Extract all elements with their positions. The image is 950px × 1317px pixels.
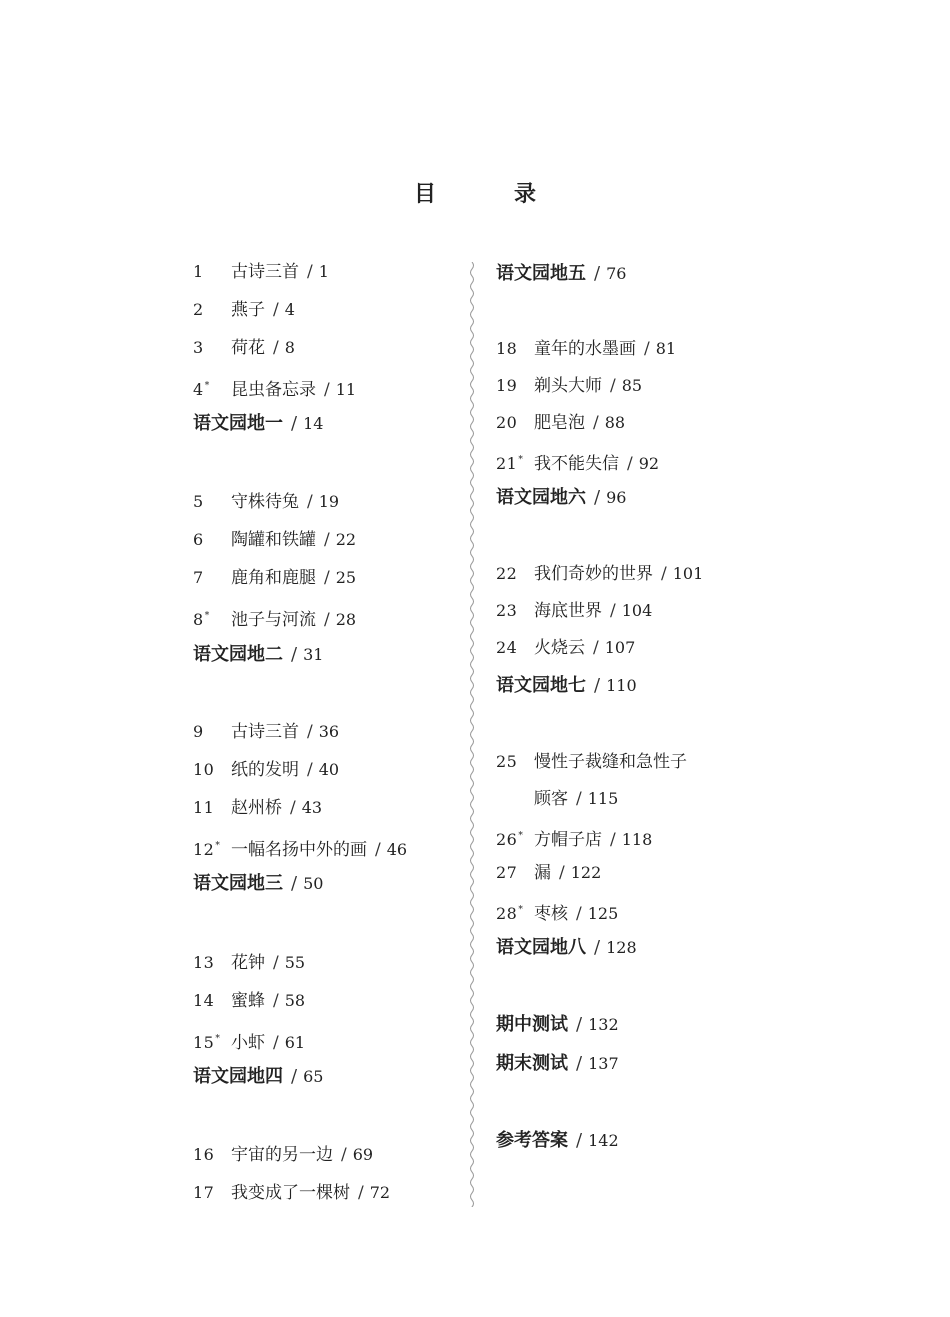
page-separator: / (290, 798, 296, 818)
lesson-number: 9 (193, 722, 204, 741)
toc-entry (193, 603, 356, 629)
page-number: 76 (606, 264, 627, 283)
page-number: 122 (570, 863, 602, 882)
page-separator: / (291, 413, 298, 434)
page-separator: / (576, 1014, 583, 1035)
entry-title: 方帽子店 (534, 830, 602, 850)
lesson-number: 18 (496, 339, 518, 358)
lesson-number: 5 (193, 492, 204, 511)
page-separator: / (307, 722, 313, 742)
page-separator: / (559, 863, 565, 883)
toc-entry (496, 635, 635, 661)
lesson-number: 2 (193, 300, 204, 319)
toc-unit-entry (496, 673, 637, 699)
entry-title: 我们奇妙的世界 (534, 564, 653, 584)
entry-title: 我变成了一棵树 (231, 1183, 350, 1203)
page-number: 132 (588, 1015, 619, 1034)
toc-entry (193, 259, 329, 285)
toc-entry (496, 373, 642, 399)
page-separator: / (644, 339, 650, 359)
optional-star: * (518, 831, 524, 841)
page-number: 31 (303, 645, 324, 664)
entry-title: 花钟 (231, 953, 265, 973)
entry-title: 荷花 (231, 338, 265, 358)
entry-title: 古诗三首 (231, 722, 299, 742)
lesson-number: 13 (193, 953, 215, 972)
entry-title: 语文园地八 (496, 937, 586, 958)
optional-star: * (215, 841, 221, 851)
toc-entry (193, 1180, 390, 1206)
toc-entry (496, 447, 659, 473)
page-number: 19 (318, 492, 340, 511)
optional-star: * (518, 905, 524, 915)
page-number: 128 (606, 938, 637, 957)
entry-title: 赵州桥 (231, 798, 282, 818)
page-separator: / (576, 1053, 583, 1074)
page-separator: / (593, 413, 599, 433)
toc-unit-entry (496, 1128, 619, 1154)
lesson-number: 7 (193, 568, 204, 587)
lesson-number: 1 (193, 262, 204, 281)
page-separator: / (307, 492, 313, 512)
entry-title: 燕子 (231, 300, 265, 320)
lesson-number: 27 (496, 863, 518, 882)
entry-title: 古诗三首 (231, 262, 299, 282)
page-number: 125 (587, 904, 619, 923)
page-separator: / (358, 1183, 364, 1203)
toc-unit-entry (496, 1051, 619, 1077)
page-separator: / (324, 380, 330, 400)
page-number: 92 (638, 454, 660, 473)
page-separator: / (307, 760, 313, 780)
page-number: 81 (655, 339, 677, 358)
page-number: 101 (672, 564, 704, 583)
entry-title: 纸的发明 (231, 760, 299, 780)
page-separator: / (610, 376, 616, 396)
toc-entry (193, 988, 305, 1014)
toc-entry (496, 897, 618, 923)
page-number: 14 (303, 414, 324, 433)
page-separator: / (610, 830, 616, 850)
entry-title: 守株待兔 (231, 492, 299, 512)
optional-star: * (518, 455, 524, 465)
lesson-number: 22 (496, 564, 518, 583)
entry-title: 语文园地七 (496, 675, 586, 696)
entry-title: 海底世界 (534, 601, 602, 621)
entry-title: 慢性子裁缝和急性子 (534, 752, 687, 772)
page-number: 40 (318, 760, 340, 779)
entry-title: 童年的水墨画 (534, 339, 636, 359)
entry-title: 蜜蜂 (231, 991, 265, 1011)
entry-title: 语文园地四 (193, 1066, 283, 1087)
toc-entry (496, 749, 687, 775)
page-separator: / (291, 644, 298, 665)
page-number: 58 (284, 991, 306, 1010)
page-number: 96 (606, 488, 627, 507)
entry-title: 语文园地二 (193, 644, 283, 665)
lesson-number: 11 (193, 798, 215, 817)
entry-title: 语文园地五 (496, 263, 586, 284)
entry-title: 一幅名扬中外的画 (231, 840, 367, 860)
page-number: 115 (587, 789, 619, 808)
page-separator: / (576, 789, 582, 809)
toc-entry (193, 565, 356, 591)
optional-star: * (204, 611, 210, 621)
entry-title: 期中测试 (496, 1014, 568, 1035)
lesson-number: 16 (193, 1145, 215, 1164)
optional-star: * (204, 381, 210, 391)
lesson-number: 10 (193, 760, 215, 779)
toc-right-column (496, 0, 796, 1317)
toc-entry (193, 527, 356, 553)
lesson-number: 25 (496, 752, 518, 771)
page-number: 104 (621, 601, 653, 620)
page-number: 25 (335, 568, 357, 587)
page-number: 65 (303, 1067, 324, 1086)
toc-unit-entry (496, 485, 626, 511)
lesson-number: 12* (193, 840, 221, 859)
page-separator: / (273, 1033, 279, 1053)
entry-title: 昆虫备忘录 (231, 380, 316, 400)
lesson-number: 3 (193, 338, 204, 357)
page-separator: / (576, 1130, 583, 1151)
lesson-number: 4* (193, 380, 210, 399)
lesson-number: 28* (496, 904, 524, 923)
page-number: 85 (621, 376, 643, 395)
page-number: 118 (621, 830, 653, 849)
page-separator: / (594, 675, 601, 696)
lesson-number: 21* (496, 454, 524, 473)
page-separator: / (324, 530, 330, 550)
page-number: 28 (335, 610, 357, 629)
lesson-number: 26* (496, 830, 524, 849)
page-separator: / (627, 454, 633, 474)
lesson-number: 17 (193, 1183, 215, 1202)
toc-entry (496, 786, 618, 812)
page-separator: / (594, 263, 601, 284)
page-separator: / (594, 487, 601, 508)
page-separator: / (307, 262, 313, 282)
page-separator: / (291, 873, 298, 894)
page-separator: / (324, 610, 330, 630)
entry-title: 期末测试 (496, 1053, 568, 1074)
page-number: 88 (604, 413, 626, 432)
page-number: 1 (318, 262, 329, 281)
toc-entry (193, 1142, 373, 1168)
page-separator: / (291, 1066, 298, 1087)
lesson-number: 14 (193, 991, 215, 1010)
page-number: 50 (303, 874, 324, 893)
page-separator: / (273, 953, 279, 973)
page-number: 142 (588, 1131, 619, 1150)
page-number: 43 (301, 798, 323, 817)
entry-title: 语文园地三 (193, 873, 283, 894)
entry-title: 参考答案 (496, 1130, 568, 1151)
page-number: 110 (606, 676, 637, 695)
toc-entry (193, 757, 339, 783)
page-separator: / (576, 904, 582, 924)
page-separator: / (273, 300, 279, 320)
toc-unit-entry (496, 1012, 619, 1038)
toc-entry (193, 335, 295, 361)
page-number: 46 (386, 840, 408, 859)
page-number: 4 (284, 300, 295, 319)
page-separator: / (324, 568, 330, 588)
entry-title: 宇宙的另一边 (231, 1145, 333, 1165)
toc-entry (193, 950, 305, 976)
page-number: 137 (588, 1054, 619, 1073)
entry-title: 鹿角和鹿腿 (231, 568, 316, 588)
page-number: 72 (369, 1183, 391, 1202)
page-separator: / (594, 937, 601, 958)
page-number: 36 (318, 722, 340, 741)
page-separator: / (593, 638, 599, 658)
page-title: 目 录 (413, 181, 564, 207)
entry-title: 语文园地六 (496, 487, 586, 508)
lesson-number: 20 (496, 413, 518, 432)
page-separator: / (610, 601, 616, 621)
toc-unit-entry (496, 261, 626, 287)
page-number: 55 (284, 953, 306, 972)
toc-entry (496, 410, 625, 436)
page-number: 61 (284, 1033, 306, 1052)
page-separator: / (341, 1145, 347, 1165)
toc-entry (496, 823, 652, 849)
page-number: 107 (604, 638, 636, 657)
entry-title: 陶罐和铁罐 (231, 530, 316, 550)
lesson-number: 6 (193, 530, 204, 549)
toc-entry (193, 489, 339, 515)
toc-left-column (193, 0, 493, 1317)
toc-entry (193, 795, 322, 821)
entry-title: 池子与河流 (231, 610, 316, 630)
toc-entry (193, 833, 407, 859)
entry-title: 语文园地一 (193, 413, 283, 434)
toc-entry (496, 561, 703, 587)
toc-entry (193, 719, 339, 745)
lesson-number: 19 (496, 376, 518, 395)
entry-title: 我不能失信 (534, 454, 619, 474)
page-separator: / (273, 338, 279, 358)
toc-entry (193, 373, 356, 399)
page-number: 11 (335, 380, 357, 399)
entry-title: 肥皂泡 (534, 413, 585, 433)
page-number: 69 (352, 1145, 374, 1164)
entry-title: 小虾 (231, 1033, 265, 1053)
entry-title: 漏 (534, 863, 551, 883)
lesson-number: 23 (496, 601, 518, 620)
optional-star: * (215, 1034, 221, 1044)
entry-title: 火烧云 (534, 638, 585, 658)
page-number: 8 (284, 338, 295, 357)
toc-entry (496, 598, 652, 624)
toc-entry (496, 860, 601, 886)
entry-title: 剃头大师 (534, 376, 602, 396)
page-separator: / (273, 991, 279, 1011)
toc-unit-entry (193, 1064, 323, 1090)
lesson-number: 8* (193, 610, 210, 629)
wavy-divider (466, 262, 478, 1207)
toc-unit-entry (496, 935, 637, 961)
toc-entry (496, 336, 676, 362)
page-separator: / (661, 564, 667, 584)
page-number: 22 (335, 530, 357, 549)
lesson-number: 24 (496, 638, 518, 657)
entry-title: 枣核 (534, 904, 568, 924)
lesson-number: 15* (193, 1033, 221, 1052)
toc-unit-entry (193, 642, 323, 668)
toc-entry (193, 1026, 305, 1052)
page-separator: / (375, 840, 381, 860)
entry-title: 顾客 (534, 789, 568, 809)
toc-unit-entry (193, 871, 323, 897)
toc-unit-entry (193, 411, 323, 437)
toc-entry (193, 297, 295, 323)
